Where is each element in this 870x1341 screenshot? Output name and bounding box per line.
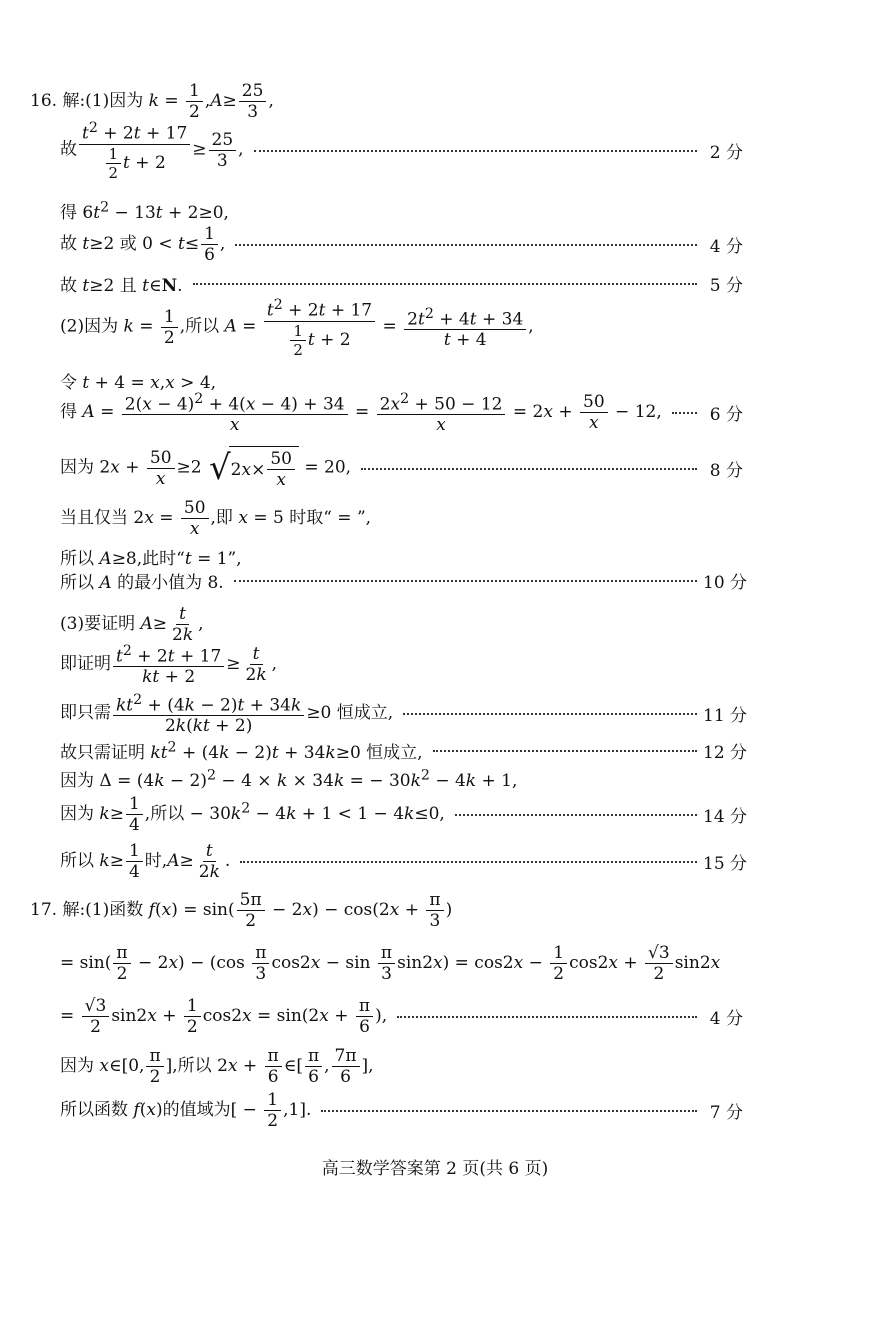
- dotted-leader: [321, 1110, 697, 1112]
- solution-line: [60, 390, 743, 434]
- solution-text: 因为 $\Delta = (4k - 2)^2 - 4 \times k \times 34k$ = − $30k^2 - 4k + 1$,: [60, 766, 518, 791]
- dotted-leader: [240, 861, 697, 863]
- score-label: 8 分: [709, 460, 743, 481]
- solution-line: [60, 120, 743, 182]
- solution-line: [60, 297, 743, 359]
- score-label: 4 分: [709, 236, 743, 257]
- solution-text: 所以 A≥8,此时“t = 1”,: [60, 548, 242, 569]
- score-label: 7 分: [709, 1102, 743, 1123]
- score-label: 4 分: [709, 1008, 743, 1029]
- solution-line: [60, 558, 748, 602]
- dotted-leader: [234, 580, 697, 582]
- solution-text: 当且仅当 2x = $\frac{50}{x}$ ,即 x = 5 时取“ = ”,: [60, 497, 372, 539]
- solution-text: 因为 x∈[0, $\frac{\pi}{2}$ ],所以 2x + $\frac{\pi}{6}$ ∈[ $\frac{\pi}{6}$ , $\frac{7\pi}{6}$ ],: [60, 1045, 374, 1087]
- solution-line: [60, 642, 743, 686]
- dotted-leader: [235, 244, 697, 246]
- dotted-leader: [433, 750, 697, 752]
- dotted-leader: [672, 412, 697, 414]
- solution-line: [60, 446, 743, 490]
- dotted-leader: [361, 468, 697, 470]
- solution-line: [30, 79, 743, 123]
- score-label: 11 分: [703, 705, 748, 726]
- solution-text: 得 $6t^2 - 13t + 2\ge 0$,: [60, 198, 229, 223]
- solution-text: (3)要证明 A≥ $\frac{t}{2k}$ ,: [60, 603, 204, 645]
- score-label: 5 分: [709, 275, 743, 296]
- dotted-leader: [455, 814, 697, 816]
- solution-text: 即证明 $\frac{t^2 + 2t + 17}{kt + 2}$ ≥ $\frac{t}{2k}$ ,: [60, 642, 278, 688]
- page-footer: 高三数学答案第 2 页(共 6 页): [321, 1159, 549, 1179]
- solution-line: [60, 222, 743, 266]
- solution-line: [60, 994, 743, 1038]
- solution-text: 故 t≥2 且 t∈N.: [60, 275, 183, 296]
- solution-line: [60, 1044, 743, 1088]
- score-label: 14 分: [703, 806, 748, 827]
- solution-text: 所以 A 的最小值为 8.: [60, 572, 224, 593]
- solution-text: 得 A = $\frac{2(x - 4)^2 + 4(x - 4) + 34}{x}$ = $\frac{2x^2 + 50 - 12}{x}$ = 2x + $\frac{50}{x}$ − 12,: [60, 390, 662, 436]
- solution-line: [60, 792, 748, 836]
- solution-text: = sin( $\frac{\pi}{2}$ − 2x) − (cos $\frac{\pi}{3}$ cos2x − sin $\frac{\pi}{3}$ sin2x) = cos2x − $\frac{1}{2}$ cos2x + $\frac{√3}{2}$ sin2x: [60, 942, 721, 984]
- solution-text: 即只需 $\frac{kt^2 + (4k - 2)t + 34k}{2k(kt + 2)}$ ≥0 恒成立,: [60, 691, 394, 737]
- dotted-leader: [403, 713, 697, 715]
- score-label: 12 分: [703, 742, 748, 763]
- dotted-leader: [193, 283, 697, 285]
- score-label: 15 分: [703, 853, 748, 874]
- solution-text: 17. 解:(1)函数 f(x) = sin( $\frac{5\pi}{2}$ − 2x) − cos(2x + $\frac{\pi}{3}$ ): [30, 889, 453, 931]
- score-label: 10 分: [703, 572, 748, 593]
- solution-text: 令 t + 4 = x,x > 4,: [60, 372, 217, 393]
- score-label: 2 分: [709, 142, 743, 163]
- solution-line: [60, 1088, 743, 1132]
- solution-text: 故 t≥2 或 0 < t≤ $\frac{1}{6}$ ,: [60, 223, 226, 265]
- solution-line: [60, 941, 743, 985]
- solution-text: 故只需证明 $kt^2 + (4k - 2)t + 34k\ge 0$ 恒成立,: [60, 738, 423, 763]
- dotted-leader: [254, 150, 697, 152]
- solution-text: 因为 2x + $\frac{50}{x}$ ≥2 √ 2 x × $\frac{50}{x}$ = 20,: [60, 447, 352, 490]
- solution-line: [60, 839, 748, 883]
- solution-text: (2)因为 k = $\frac{1}{2}$ ,所以 A = $t^2 + 2t + 17$ $\frac{1}{2}$ t + 2 = $\frac{2t^2 + 4t + 34}{t + 4}$ ,: [60, 297, 534, 359]
- solution-text: 因为 k≥ $\frac{1}{4}$ ,所以 − $30k^2 - 4k + 1 < 1 - 4k\le 0$,: [60, 793, 445, 835]
- solution-text: = $\frac{√3}{2}$ sin2x + $\frac{1}{2}$ cos2x = sin(2x + $\frac{\pi}{6}$ ),: [60, 995, 388, 1037]
- solution-text: 所以 k≥ $\frac{1}{4}$ 时,A≥ $\frac{t}{2k}$ .: [60, 840, 231, 882]
- solution-line: [60, 602, 743, 646]
- score-label: 6 分: [709, 404, 743, 425]
- solution-text: 16. 解:(1)因为 k = $\frac{1}{2}$ ,A≥ $\frac{25}{3}$ ,: [30, 80, 274, 122]
- solution-text: 故 $t^2 + 2t + 17$ $\frac{1}{2}$ t + 2 ≥ $\frac{25}{3}$ ,: [60, 120, 244, 182]
- solution-text: 所以函数 f(x)的值域为[ − $\frac{1}{2}$ ,1].: [60, 1089, 312, 1131]
- dotted-leader: [397, 1016, 697, 1018]
- solution-line: [30, 888, 743, 932]
